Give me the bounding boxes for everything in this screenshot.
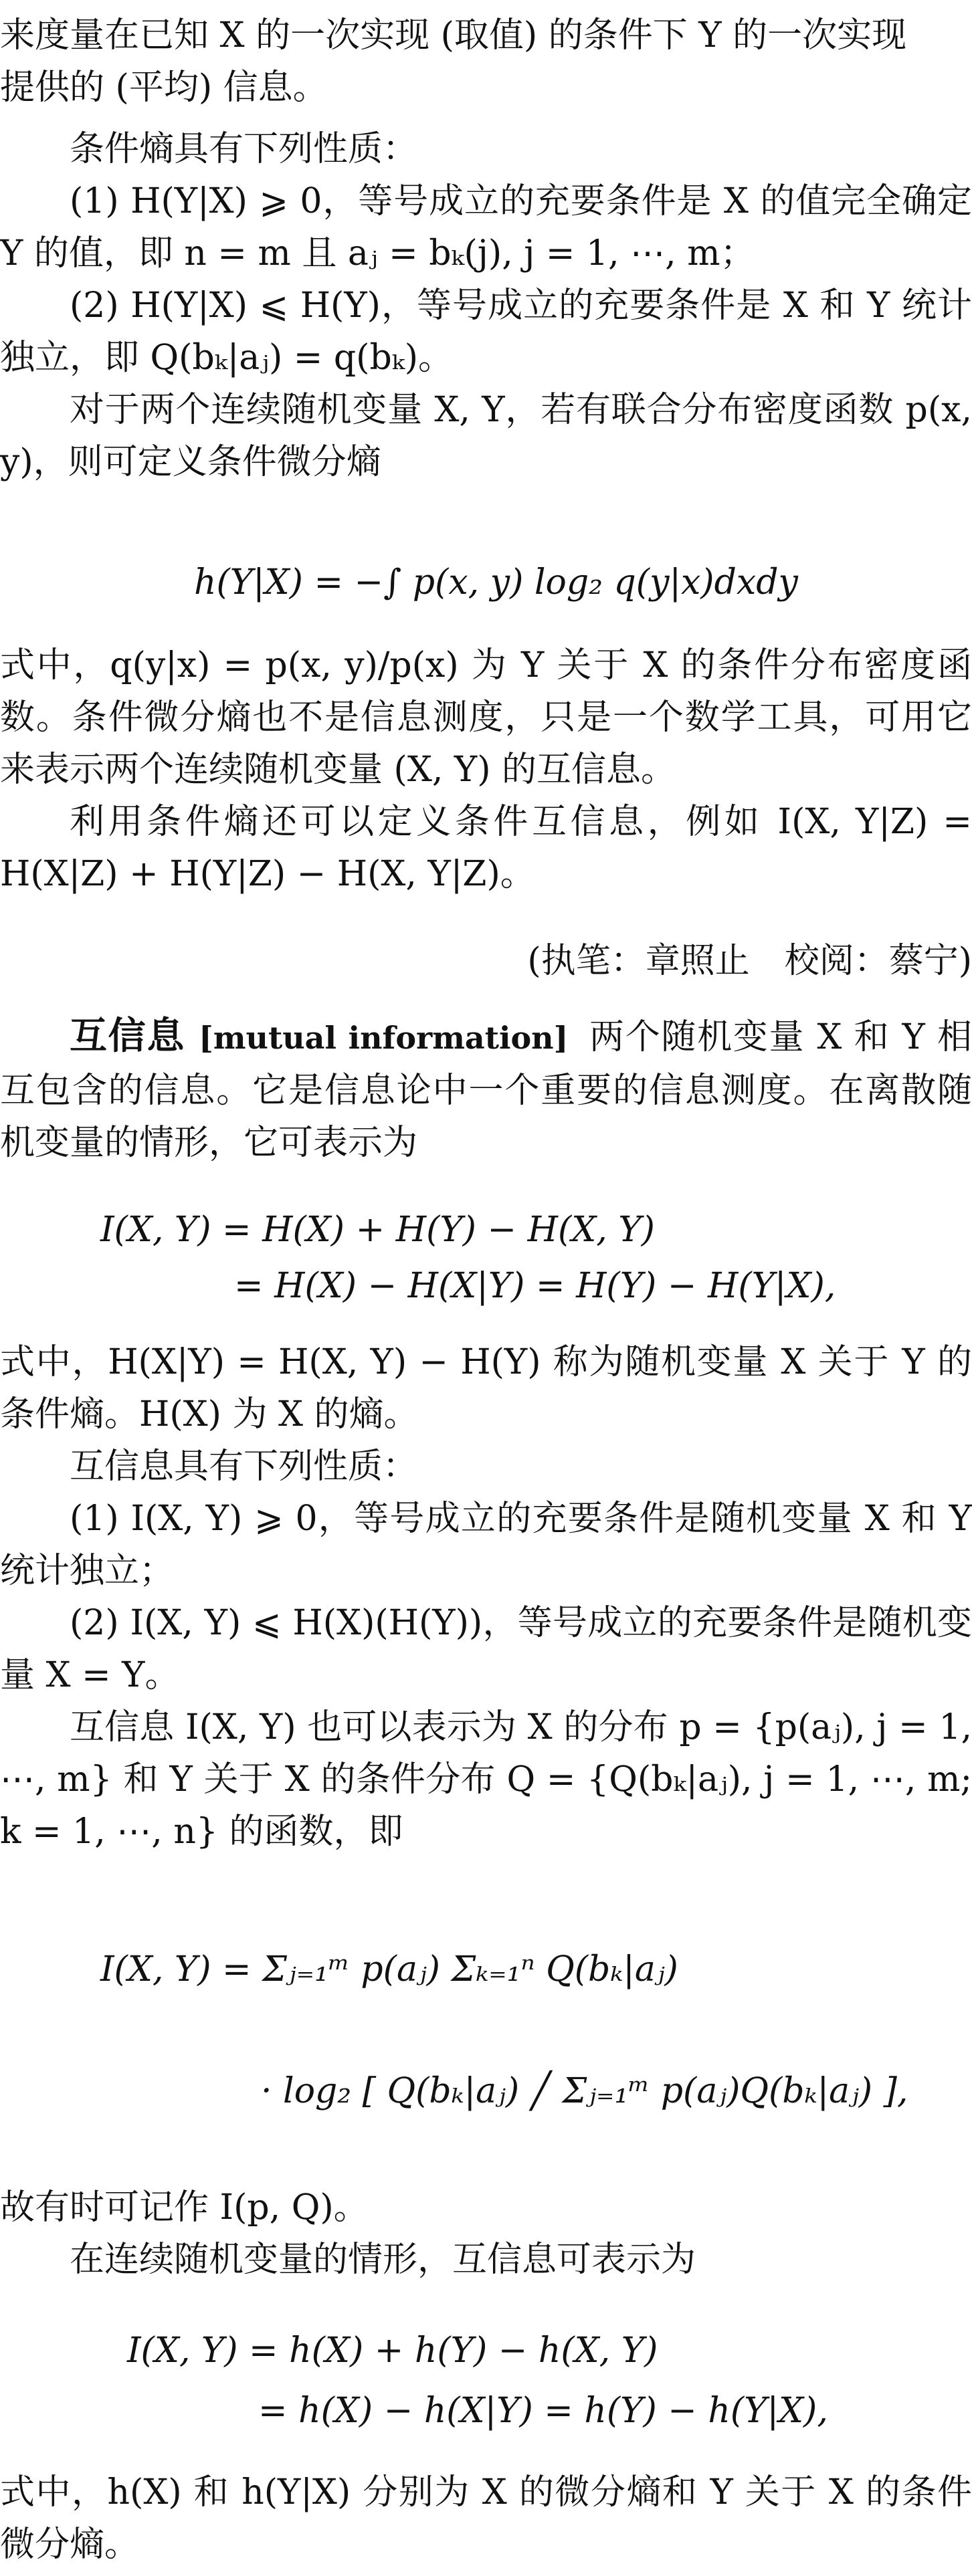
paragraph-line: 提供的 (平均) 信息。 [0,68,328,108]
property-item: (1) H(Y|X) ⩾ 0，等号成立的充要条件是 X 的值完全确定 Y 的值，即 n = m 且 aⱼ = bₖ(j), j = 1, ⋯, m； [0,181,972,274]
equation-mi-sum-line-2: · log₂ [ Q(bₖ|aⱼ) ╱ Σⱼ₌₁ᵐ p(aⱼ)Q(bₖ|aⱼ) ], [261,2071,908,2111]
paragraph-line: 来度量在已知 X 的一次实现 (取值) 的条件下 Y 的一次实现 [0,15,907,56]
entry-heading-paragraph [0,1008,972,1169]
entry-definition: 两个随机变量 X 和 Y 相互包含的信息。它是信息论中一个重要的信息测度。在离散随机变量的情形，它可表示为 [0,1017,972,1163]
entry-mi-body [0,1336,972,1858]
entry-mutual-information [0,1008,972,1169]
entry-prev-explanation [0,639,972,900]
property-item: (1) I(X, Y) ⩾ 0，等号成立的充要条件是随机变量 X 和 Y 统计独立； [0,1499,972,1591]
paragraph: 式中，h(X) 和 h(Y|X) 分别为 X 的微分熵和 Y 关于 X 的条件微分熵。 [0,2472,972,2565]
paragraph: 互信息具有下列性质： [70,1446,418,1487]
paragraph: 式中，H(X|Y) = H(X, Y) − H(Y) 称为随机变量 X 关于 Y 的条件熵。H(X) 为 X 的熵。 [0,1342,972,1434]
entry-term-english: [mutual information] [199,1020,569,1056]
entry-mi-continuous [0,2181,972,2286]
entry-term: 互信息 [70,1014,186,1058]
equation-mi-sum-line-1: I(X, Y) = Σⱼ₌₁ᵐ p(aⱼ) Σₖ₌₁ⁿ Q(bₖ|aⱼ) [100,1949,678,1990]
entry-mi-final [0,2466,972,2571]
equation-mi-line-1: I(X, Y) = H(X) + H(Y) − H(X, Y) [100,1210,655,1250]
equation-conditional-differential-entropy: h(Y|X) = −∫ p(x, y) log₂ q(y|x)dxdy [194,562,798,603]
property-item: (2) I(X, Y) ⩽ H(X)(H(Y))，等号成立的充要条件是随机变量 X = Y。 [0,1603,972,1695]
paragraph: 故有时可记作 I(p, Q)。 [0,2187,369,2228]
entry-prev-opening [0,9,972,114]
equation-mi-continuous-line-1: I(X, Y) = h(X) + h(Y) − h(X, Y) [127,2331,658,2371]
paragraph: 利用条件熵还可以定义条件互信息，例如 I(X, Y|Z) = H(X|Z) + H(Y|Z) − H(X, Y|Z)。 [0,802,972,894]
paragraph: 对于两个连续随机变量 X, Y，若有联合分布密度函数 p(x, y)，则可定义条件微分熵 [0,390,972,482]
property-item: (2) H(Y|X) ⩽ H(Y)，等号成立的充要条件是 X 和 Y 统计独立，即 Q(bₖ|aⱼ) = q(bₖ)。 [0,286,972,378]
paragraph: 式中，q(y|x) = p(x, y)/p(x) 为 Y 关于 X 的条件分布密度函数。条件微分熵也不是信息测度，只是一个数学工具，可用它来表示两个连续随机变量 (X, Y) 的互信息。 [0,645,972,790]
entry-prev-properties [0,123,972,488]
equation-mi-continuous-line-2: = h(X) − h(X|Y) = h(Y) − h(Y|X), [258,2391,828,2431]
paragraph: 在连续随机变量的情形，互信息可表示为 [70,2240,696,2280]
paragraph: 条件熵具有下列性质： [70,129,418,169]
equation-mi-line-2: = H(X) − H(X|Y) = H(Y) − H(Y|X), [234,1266,836,1306]
paragraph: 互信息 I(X, Y) 也可以表示为 X 的分布 p = {p(aⱼ), j = 1, ⋯, m} 和 Y 关于 X 的条件分布 Q = {Q(bₖ|aⱼ), j = 1, ⋯, m; k = 1, ⋯, n} 的函数，即 [0,1707,972,1852]
signature: (执笔：章照止 校阅：蔡宁) [527,941,972,981]
